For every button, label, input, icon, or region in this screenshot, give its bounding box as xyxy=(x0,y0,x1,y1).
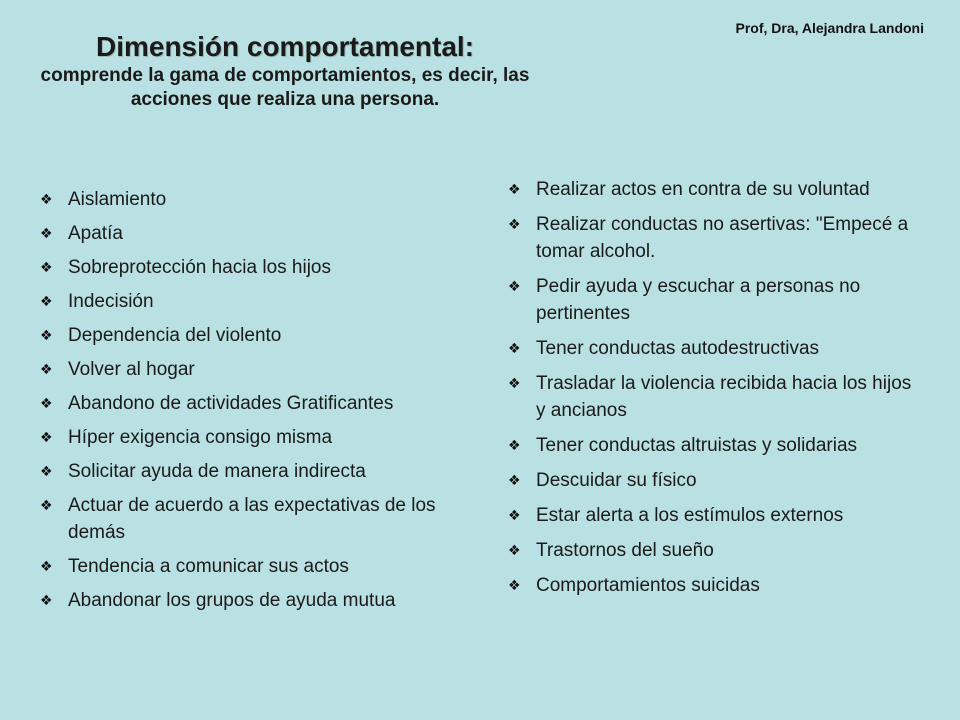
list-item xyxy=(38,220,478,247)
list-item-text: Tener conductas autodestructivas xyxy=(536,338,820,359)
diamond-bullet-icon: ❖ xyxy=(508,577,521,593)
diamond-bullet-icon: ❖ xyxy=(40,225,53,241)
diamond-bullet-icon: ❖ xyxy=(508,542,521,558)
list-item xyxy=(506,211,926,265)
slide-title: Dimensión comportamental: xyxy=(95,31,475,62)
list-item-text: Volver al hogar xyxy=(68,359,195,380)
list-item xyxy=(506,467,926,494)
diamond-bullet-icon: ❖ xyxy=(40,259,53,275)
diamond-bullet-icon: ❖ xyxy=(508,278,521,294)
list-item-text: Estar alerta a los estímulos externos xyxy=(536,505,844,526)
list-item-text: Trasladar la violencia recibida hacia los hijos y ancianos xyxy=(536,373,912,421)
list-item-text: Aislamiento xyxy=(68,189,167,210)
list-item xyxy=(506,335,926,362)
diamond-bullet-icon: ❖ xyxy=(40,361,53,377)
list-item xyxy=(506,370,926,424)
diamond-bullet-icon: ❖ xyxy=(40,463,53,479)
list-item-text: Dependencia del violento xyxy=(68,325,282,346)
diamond-bullet-icon: ❖ xyxy=(508,216,521,232)
diamond-bullet-icon: ❖ xyxy=(40,395,53,411)
slide-subtitle: comprende la gama de comportamientos, es decir, las acciones que realiza una persona. xyxy=(40,65,530,110)
list-item xyxy=(506,537,926,564)
list-item-text: Actuar de acuerdo a las expectativas de los demás xyxy=(68,495,436,543)
list-item-text: Comportamientos suicidas xyxy=(536,575,760,596)
list-item-text: Solicitar ayuda de manera indirecta xyxy=(68,461,366,482)
list-item-text: Abandono de actividades Gratificantes xyxy=(68,393,394,414)
list-item xyxy=(38,186,478,213)
list-item xyxy=(38,458,478,485)
list-item xyxy=(506,572,926,599)
diamond-bullet-icon: ❖ xyxy=(40,429,53,445)
list-item xyxy=(38,424,478,451)
diamond-bullet-icon: ❖ xyxy=(40,191,53,207)
list-item xyxy=(506,273,926,327)
title-block xyxy=(40,30,530,112)
list-item-text: Realizar conductas no asertivas: "Empecé a tomar alcohol. xyxy=(536,214,909,262)
list-item-text: Sobreprotección hacia los hijos xyxy=(68,257,331,278)
list-item xyxy=(38,254,478,281)
list-item-text: Trastornos del sueño xyxy=(536,540,714,561)
diamond-bullet-icon: ❖ xyxy=(40,592,53,608)
diamond-bullet-icon: ❖ xyxy=(508,507,521,523)
list-item-text: Descuidar su físico xyxy=(536,470,697,491)
list-item xyxy=(38,322,478,349)
list-item xyxy=(38,553,478,580)
diamond-bullet-icon: ❖ xyxy=(40,497,53,513)
list-item-text: Indecisión xyxy=(68,291,154,312)
list-item-text: Pedir ayuda y escuchar a personas no pertinentes xyxy=(536,276,861,324)
diamond-bullet-icon: ❖ xyxy=(508,181,521,197)
left-bullet-list xyxy=(38,186,478,621)
list-item-text: Abandonar los grupos de ayuda mutua xyxy=(68,590,396,611)
list-item xyxy=(506,502,926,529)
diamond-bullet-icon: ❖ xyxy=(508,472,521,488)
list-item xyxy=(38,492,478,546)
list-item-text: Híper exigencia consigo misma xyxy=(68,427,333,448)
list-item-text: Tener conductas altruistas y solidarias xyxy=(536,435,858,456)
author-credit: Prof, Dra, Alejandra Landoni xyxy=(735,20,924,36)
list-item xyxy=(506,432,926,459)
list-item-text: Tendencia a comunicar sus actos xyxy=(68,556,349,577)
list-item xyxy=(506,176,926,203)
diamond-bullet-icon: ❖ xyxy=(508,375,521,391)
list-item xyxy=(38,390,478,417)
diamond-bullet-icon: ❖ xyxy=(508,340,521,356)
diamond-bullet-icon: ❖ xyxy=(40,293,53,309)
diamond-bullet-icon: ❖ xyxy=(508,437,521,453)
right-bullet-list xyxy=(506,176,926,607)
list-item xyxy=(38,587,478,614)
list-item xyxy=(38,288,478,315)
diamond-bullet-icon: ❖ xyxy=(40,558,53,574)
list-item xyxy=(38,356,478,383)
diamond-bullet-icon: ❖ xyxy=(40,327,53,343)
list-item-text: Apatía xyxy=(68,223,123,244)
list-item-text: Realizar actos en contra de su voluntad xyxy=(536,179,870,200)
